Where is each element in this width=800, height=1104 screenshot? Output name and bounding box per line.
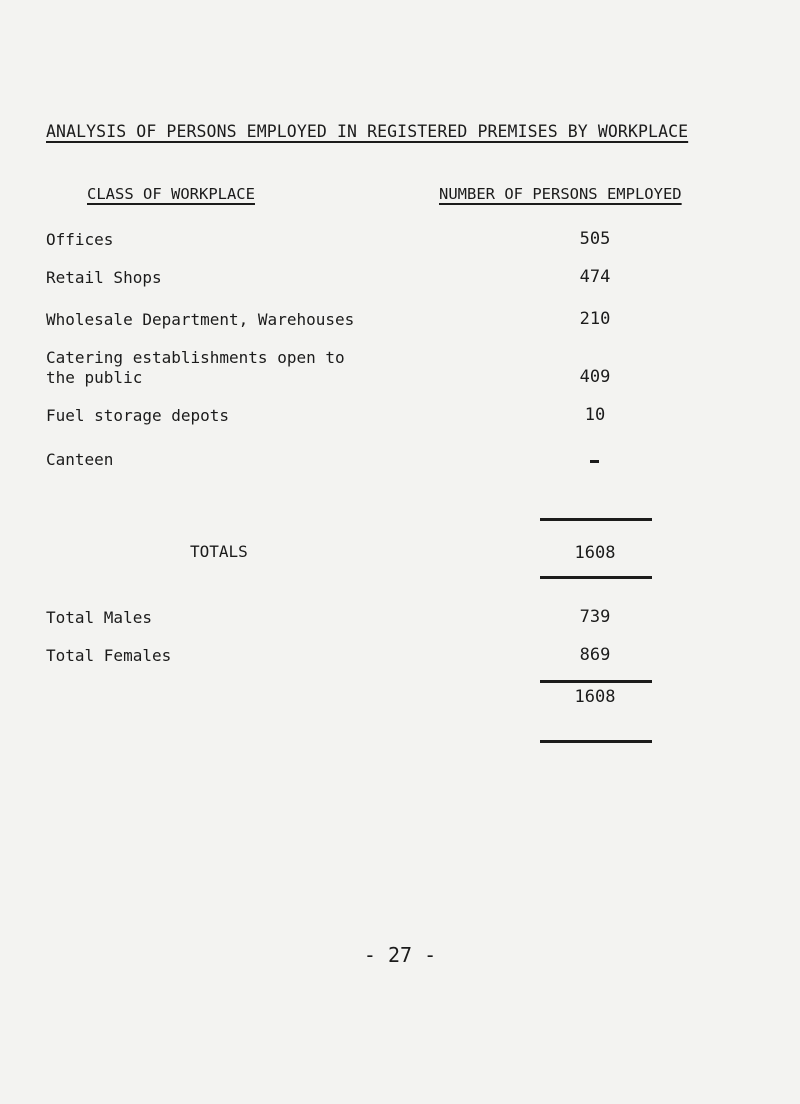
grand-total-value: 1608 <box>574 687 616 707</box>
column-header-class: CLASS OF WORKPLACE <box>87 185 255 203</box>
totals-top-rule <box>540 518 652 521</box>
row-label-total-males: Total Males <box>46 608 152 627</box>
row-label-catering-line1: Catering establishments open to <box>46 348 345 367</box>
grand-total-top-rule <box>540 680 652 683</box>
row-value-total-males: 739 <box>579 607 611 627</box>
row-label-retail-shops: Retail Shops <box>46 268 162 287</box>
row-label-offices: Offices <box>46 230 114 249</box>
totals-value: 1608 <box>574 543 616 563</box>
row-label-fuel-storage: Fuel storage depots <box>46 406 230 425</box>
row-value-offices: 505 <box>579 229 611 249</box>
column-header-number: NUMBER OF PERSONS EMPLOYED <box>439 185 682 203</box>
row-label-wholesale: Wholesale Department, Warehouses <box>46 310 355 329</box>
grand-total-bottom-rule <box>540 740 652 743</box>
row-value-total-females: 869 <box>579 645 611 665</box>
row-value-catering: 409 <box>579 367 611 387</box>
row-value-fuel-storage: 10 <box>584 405 606 425</box>
row-value-wholesale: 210 <box>579 309 611 329</box>
totals-label: TOTALS <box>190 542 248 561</box>
page-number: - 27 - <box>363 943 437 967</box>
document-title: ANALYSIS OF PERSONS EMPLOYED IN REGISTERED PREMISES BY WORKPLACE <box>46 122 689 141</box>
totals-bottom-rule <box>540 576 652 579</box>
row-label-canteen: Canteen <box>46 450 114 469</box>
row-value-canteen-dash <box>590 460 599 463</box>
row-label-total-females: Total Females <box>46 646 172 665</box>
row-value-retail-shops: 474 <box>579 267 611 287</box>
row-label-catering-line2: the public <box>46 368 143 387</box>
